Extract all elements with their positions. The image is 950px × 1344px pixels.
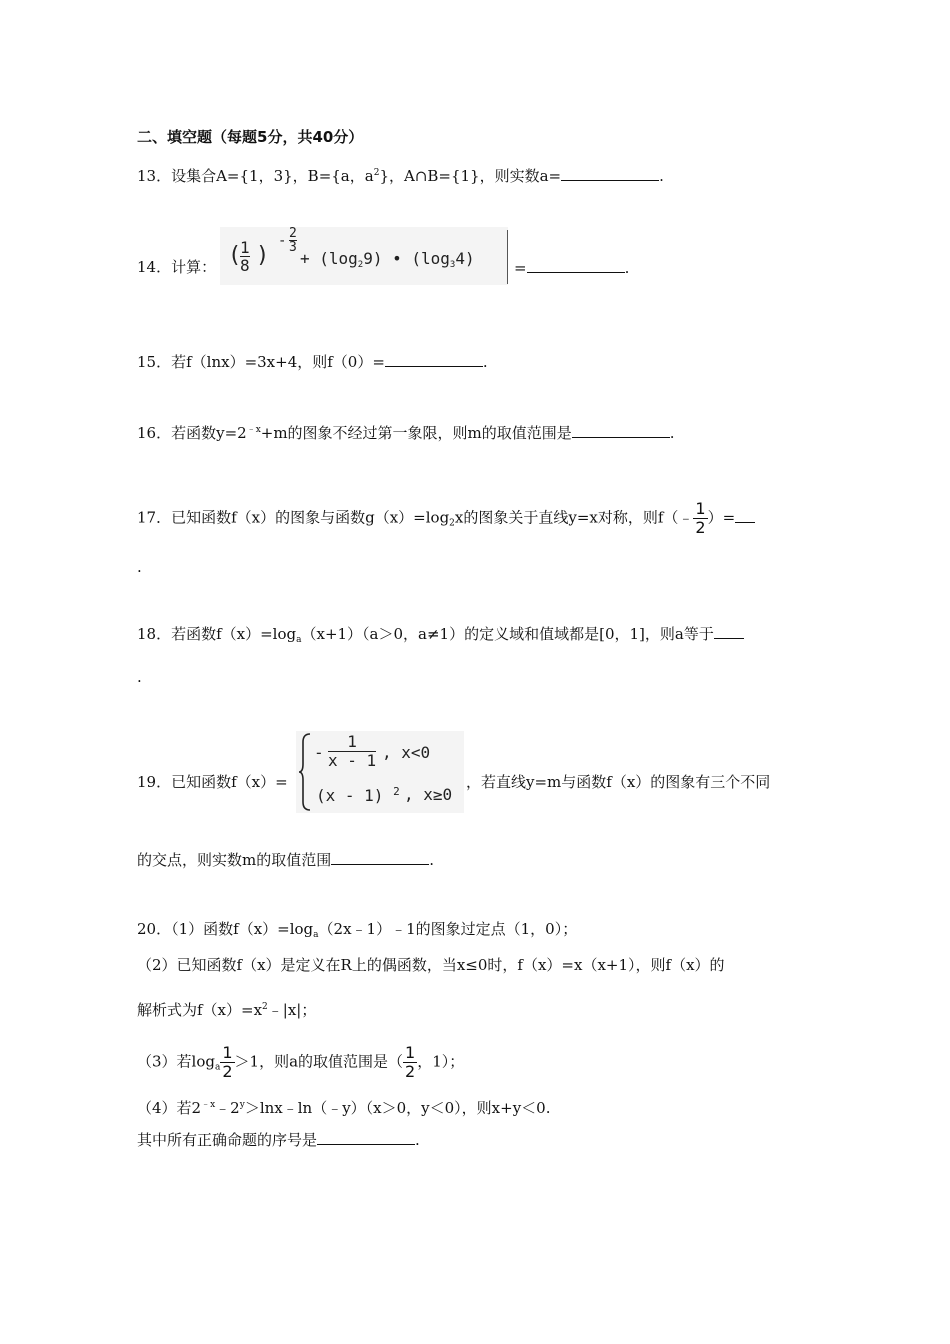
- exponent-fraction: [289, 227, 297, 254]
- question-text: （x+1）（a＞0，a≠1）的定义域和值域都是[0，1]，则a等于: [301, 625, 714, 643]
- period: .: [429, 851, 435, 869]
- question-text: 若函数f（x）=log: [171, 625, 297, 643]
- exponent-sign: -: [278, 233, 287, 249]
- question-text: ）=: [707, 508, 736, 527]
- answer-blank[interactable]: [714, 622, 744, 639]
- subscript: a: [313, 930, 319, 940]
- subscript: a: [214, 1062, 221, 1073]
- superscript: y: [239, 1100, 245, 1110]
- formula-image: [220, 227, 508, 285]
- fraction-numerator: 1: [240, 238, 250, 257]
- answer-blank[interactable]: [572, 421, 670, 438]
- question-number: 19．: [137, 773, 172, 791]
- period: .: [482, 353, 488, 371]
- period: .: [415, 1131, 420, 1149]
- question-13: [137, 162, 664, 187]
- question-number: 15．: [137, 353, 172, 371]
- question-18-period: .: [137, 668, 142, 686]
- fraction-denominator: 2: [405, 1062, 416, 1081]
- question-number: 18．: [137, 625, 172, 643]
- question-20-item3: [137, 1044, 464, 1081]
- exponent-numerator: 2: [289, 226, 297, 241]
- fraction-numerator: 1: [347, 732, 357, 751]
- piece2-expression: (x - 1) $^2$: [316, 785, 400, 805]
- paren-close: ): [256, 243, 270, 268]
- item-text: 其中所有正确命题的序号是: [137, 1131, 318, 1149]
- answer-blank[interactable]: [735, 506, 755, 523]
- piecewise-formula: [296, 731, 464, 813]
- fraction-denominator: 2: [222, 1062, 233, 1081]
- answer-blank[interactable]: [385, 350, 483, 367]
- superscript: ﹣x: [201, 1100, 216, 1110]
- question-text: 若函数y=2: [171, 424, 247, 442]
- item-text: ＞1，则a的取值范围是（: [234, 1052, 404, 1071]
- question-18: [137, 622, 744, 651]
- question-text: x的图象关于直线y=x对称，则f（﹣: [454, 508, 694, 527]
- formula-rest: + $(\log_29)$ • $(\log_34)$: [300, 249, 475, 270]
- fraction: [403, 1044, 417, 1081]
- answer-blank[interactable]: [561, 164, 659, 181]
- question-19-cont: ，若直线y=m与函数f（x）的图象有三个不同: [466, 773, 771, 791]
- question-14-answer: [514, 256, 629, 279]
- superscript: 2: [262, 1002, 268, 1012]
- fraction: [693, 500, 707, 537]
- question-number: 13．: [137, 167, 172, 185]
- question-label: 计算：: [171, 258, 217, 276]
- answer-blank[interactable]: [317, 1128, 415, 1145]
- question-text: 已知函数f（x）=: [171, 773, 288, 791]
- item-text: （2x﹣1）﹣1的图象过定点（1，0）；: [318, 920, 578, 938]
- fraction-numerator: 1: [405, 1043, 416, 1062]
- equals-sign: =: [514, 259, 527, 277]
- item-text: ，1）；: [417, 1052, 465, 1071]
- paren-open: (: [228, 243, 242, 268]
- brace-icon: [298, 732, 312, 812]
- question-20-item4: [137, 1094, 551, 1119]
- piece1-condition: , x<0: [382, 743, 431, 762]
- answer-blank[interactable]: [331, 848, 429, 865]
- piece2-condition: , x≥0: [404, 785, 453, 804]
- period: .: [669, 424, 675, 442]
- fraction: [220, 1044, 234, 1081]
- fraction-numerator: 1: [222, 1043, 233, 1062]
- question-16: [137, 419, 675, 444]
- item-text: （1）函数f（x）=log: [171, 920, 314, 938]
- subscript: 2: [449, 518, 455, 529]
- piece1-fraction: [328, 733, 376, 770]
- fraction: [240, 239, 250, 274]
- question-text: +m的图象不经过第一象限，则m的取值范围是: [260, 424, 572, 442]
- piece1-sign: -: [314, 743, 324, 762]
- period: .: [659, 167, 664, 185]
- fraction-denominator: 2: [695, 518, 706, 537]
- question-19-line2: [137, 848, 434, 871]
- question-text: 若f（lnx）=3x+4，则f（0）=: [171, 353, 385, 371]
- question-20-item1: [137, 918, 577, 946]
- subscript: a: [296, 635, 302, 645]
- fraction-denominator: 8: [240, 256, 250, 275]
- fraction-denominator: x - 1: [328, 751, 377, 770]
- item-text: ﹣|x|；: [267, 1001, 317, 1019]
- question-20-closing: [137, 1128, 420, 1151]
- question-15: [137, 350, 488, 373]
- divider: [507, 230, 508, 284]
- question-number: 17．: [137, 508, 172, 527]
- exponent-denominator: 3: [289, 240, 297, 255]
- question-14: [137, 256, 216, 278]
- item-text: ＞lnx﹣ln（﹣y）（x＞0，y＜0），则x+y＜0.: [244, 1099, 551, 1117]
- question-text: }，A∩B={1}，则实数a=: [379, 167, 562, 185]
- question-19: [137, 771, 288, 793]
- section-title: 二、填空题（每题5分，共40分）: [137, 128, 364, 146]
- period: .: [624, 259, 630, 277]
- item-text: （3）若log: [137, 1052, 215, 1071]
- item-text: （4）若2: [137, 1099, 202, 1117]
- question-number: 20．: [137, 920, 172, 938]
- question-number: 16．: [137, 424, 172, 442]
- question-text: 已知函数f（x）的图象与函数g（x）=log: [171, 508, 450, 527]
- question-text: 设集合A={1，3}，B={a，a: [171, 167, 374, 185]
- superscript: ﹣x: [246, 425, 261, 435]
- question-number: 14．: [137, 258, 172, 276]
- answer-blank[interactable]: [527, 256, 625, 273]
- question-17: [137, 500, 755, 537]
- item-text: ﹣2: [215, 1099, 240, 1117]
- superscript: 2: [373, 168, 380, 178]
- question-20-item2: （2）已知函数f（x）是定义在R上的偶函数，当x≤0时，f（x）=x（x+1），则f（x）的: [137, 956, 725, 974]
- question-20-item2-cont: [137, 996, 316, 1021]
- question-text: 的交点，则实数m的取值范围: [137, 851, 332, 869]
- item-text: 解析式为f（x）=x: [137, 1001, 263, 1019]
- fraction-numerator: 1: [695, 499, 706, 518]
- question-17-period: .: [137, 558, 142, 576]
